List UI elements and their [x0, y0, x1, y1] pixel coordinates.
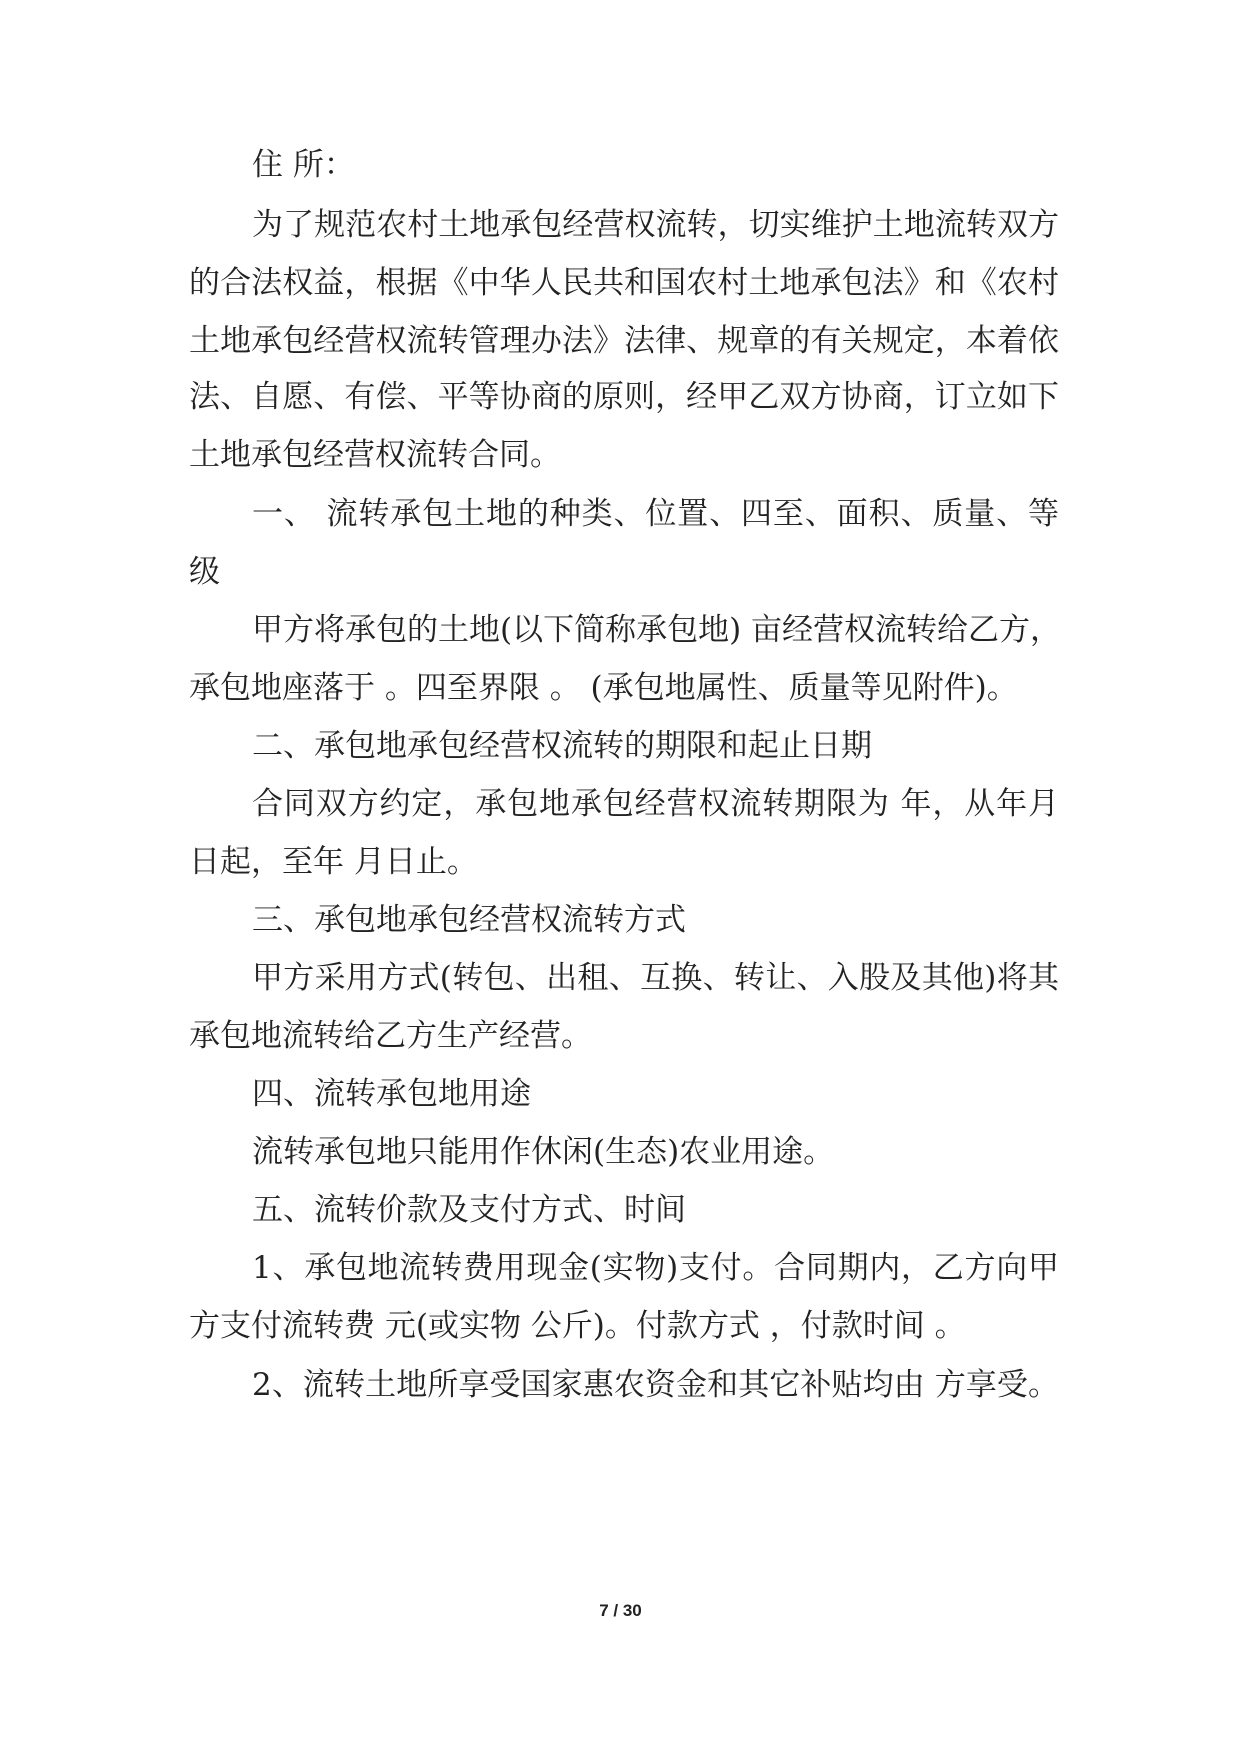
paragraph-line: 法、自愿、有偿、平等协商的原则，经甲乙双方协商，订立如下: [189, 379, 1059, 415]
paragraph-line: 方支付流转费 元(或实物 公斤)。付款方式 ，付款时间 。: [189, 1308, 966, 1344]
section-heading-3: 三、承包地承包经营权流转方式: [252, 902, 686, 938]
paragraph-line: 土地承包经营权流转管理办法》法律、规章的有关规定，本着依: [189, 323, 1059, 359]
paragraph-line: 日起，至年 月日止。: [189, 844, 478, 880]
paragraph-line: 流转承包地只能用作休闲(生态)农业用途。: [252, 1134, 835, 1170]
section-heading-5: 五、流转价款及支付方式、时间: [252, 1192, 686, 1228]
address-label: 住 所：: [252, 147, 355, 183]
paragraph-line: 土地承包经营权流转合同。: [189, 437, 561, 473]
section-heading-4: 四、流转承包地用途: [252, 1076, 531, 1112]
paragraph-line: 合同双方约定，承包地承包经营权流转期限为 年，从年月: [252, 786, 1059, 822]
paragraph-line: 2、流转土地所享受国家惠农资金和其它补贴均由 方享受。: [252, 1367, 1059, 1403]
section-heading-1-cont: 级: [189, 554, 220, 590]
paragraph-line: 承包地流转给乙方生产经营。: [189, 1018, 592, 1054]
paragraph-line: 1、承包地流转费用现金(实物)支付。合同期内，乙方向甲: [252, 1250, 1059, 1286]
paragraph-line: 的合法权益，根据《中华人民共和国农村土地承包法》和《农村: [189, 265, 1059, 301]
paragraph-line: 甲方将承包的土地(以下简称承包地) 亩经营权流转给乙方，: [252, 612, 1062, 648]
paragraph-line: 为了规范农村土地承包经营权流转，切实维护土地流转双方: [252, 207, 1059, 243]
paragraph-line: 甲方采用方式(转包、出租、互换、转让、入股及其他)将其: [252, 960, 1059, 996]
page-number: 7 / 30: [599, 1601, 642, 1620]
paragraph-line: 承包地座落于 。四至界限 。 (承包地属性、质量等见附件)。: [189, 670, 1018, 706]
section-heading-2: 二、承包地承包经营权流转的期限和起止日期: [252, 728, 872, 764]
section-heading-1: 一、 流转承包土地的种类、位置、四至、面积、质量、等: [252, 496, 1059, 532]
